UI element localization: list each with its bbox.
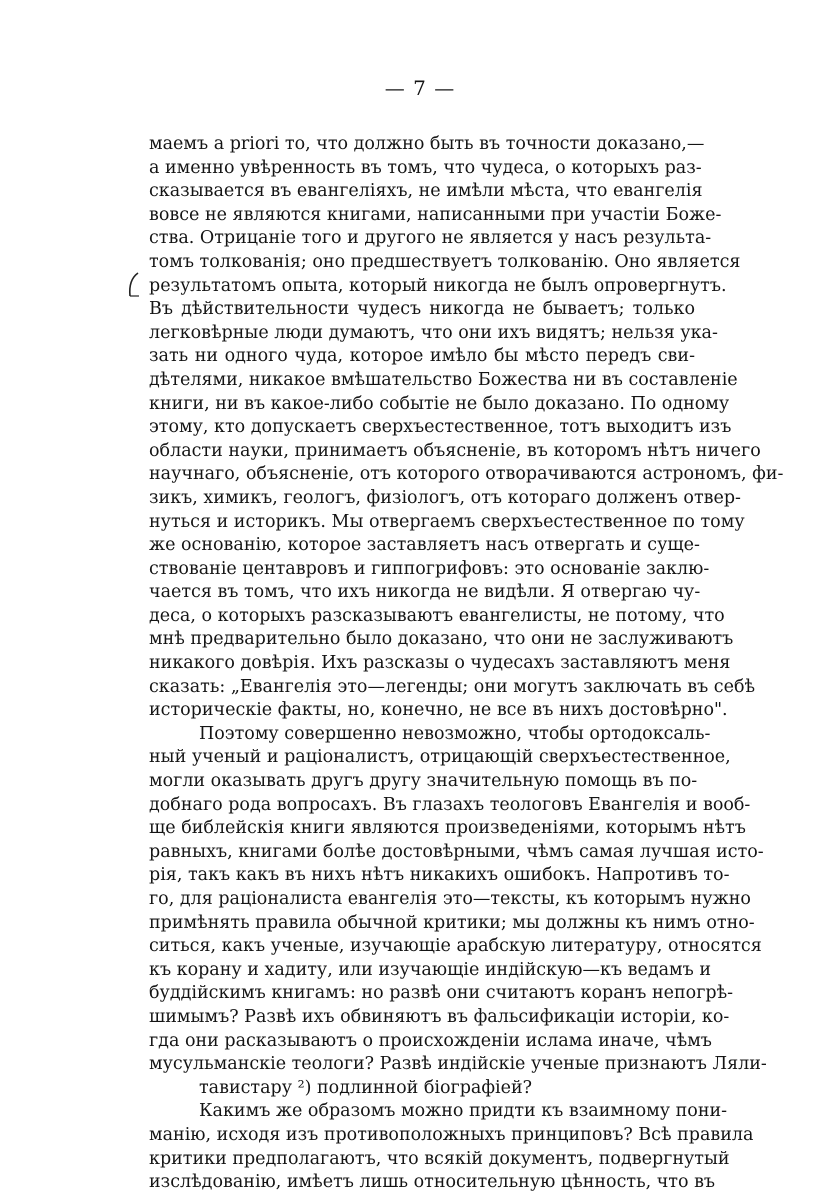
text-line: къ корану и хадиту, или изучающіе индійскую—къ ведамъ и [149, 959, 712, 980]
text-line: легковѣрные люди думаютъ, что они ихъ видятъ; нельзя ука- [149, 322, 718, 343]
text-line: никакого довѣрія. Ихъ разсказы о чудесахъ заставляютъ меня [149, 653, 731, 674]
text-line: чается въ томъ, что ихъ никогда не видѣли. Я отвергаю чу- [149, 582, 701, 603]
text-line: научнаго, объясненіе, отъ которого отворачиваются астрономъ, фи- [149, 464, 784, 485]
text-line: ства. Отрицаніе того и другого не является у насъ результа- [149, 228, 712, 249]
text-line: шимымъ? Развѣ ихъ обвиняютъ въ фальсификаціи исторіи, ко- [149, 1006, 730, 1027]
text-line: маемъ a priori то, что должно быть въ точности доказано,— [149, 134, 705, 154]
text-line: могли оказывать другъ другу значительную помощь въ по- [149, 771, 698, 792]
text-line: деса, о которыхъ разсказываютъ евангелисты, не потому, что [149, 605, 725, 626]
text-line: а именно увѣренность въ томъ, что чудеса, о которыхъ раз- [149, 157, 702, 178]
text-line: буддійскимъ книгамъ: но развѣ они считаютъ коранъ непогрѣ- [149, 983, 734, 1004]
text-line: сказать: „Евангелія это—легенды; они могутъ заключать въ себѣ [149, 676, 756, 697]
text-line: мнѣ предварительно было доказано, что они не заслуживаютъ [149, 629, 734, 650]
text-line: мусульманскіе теологи? Развѣ индійскіе ученые признаютъ Ляли- [149, 1054, 767, 1075]
text-line: дѣтелями, никакое вмѣшательство Божества ни въ составленіе [149, 369, 738, 390]
text-line: результатомъ опыта, который никогда не былъ опровергнутъ. [149, 275, 727, 296]
text-line: критики предполагаютъ, что всякій документъ, подвергнутый [149, 1148, 730, 1169]
paragraph [149, 133, 784, 723]
text-line: книги, ни въ какое-либо событіе не было доказано. По одному [149, 393, 730, 414]
text-line: примѣнять правила обычной критики; мы должны къ нимъ отно- [149, 912, 755, 933]
text-line: же основанію, которое заставляетъ насъ отвергать и суще- [149, 535, 700, 556]
text-line: ный ученый и раціоналистъ, отрицающій сверхъестественное, [149, 747, 731, 768]
margin-bracket-mark [127, 272, 141, 298]
text-line: зать ни одного чуда, которое имѣло бы мѣсто передъ сви- [149, 346, 695, 367]
text-line: Поэтому совершенно невозможно, чтобы ортодоксаль- [199, 723, 711, 744]
paragraph [149, 1100, 754, 1194]
text-line: рія, такъ какъ въ нихъ нѣтъ никакихъ ошибокъ. Напротивъ то- [149, 865, 730, 886]
page-number: — 7 — [384, 76, 456, 100]
text-line: изслѣдованію, имѣетъ лишь относительную цѣнность, что въ [149, 1172, 716, 1193]
text-line: гда они расказываютъ о происхожденіи ислама иначе, чѣмъ [149, 1030, 712, 1051]
text-line: ще библейскія книги являются произведеніями, которымъ нѣтъ [149, 818, 746, 839]
text-line: равныхъ, книгами болѣе достовѣрными, чѣмъ самая лучшая исто- [149, 841, 764, 862]
text-line: историческіе факты, но, конечно, не все въ нихъ достовѣрно". [149, 700, 728, 721]
text-line: ствованіе центавровъ и гиппогрифовъ: это основаніе заклю- [149, 558, 710, 579]
text-line: Какимъ же образомъ можно придти къ взаимному пони- [199, 1101, 728, 1122]
text-line: добнаго рода вопросахъ. Въ глазахъ теологовъ Евангелія и вооб- [149, 794, 751, 815]
text-line: ситься, какъ ученые, изучающіе арабскую литературу, относятся [149, 936, 762, 957]
text-line: нуться и историкъ. Мы отвергаемъ сверхъестественное по тому [149, 511, 745, 532]
text-line: сказывается въ евангеліяхъ, не имѣли мѣста, что евангелія [149, 181, 703, 202]
text-line: го, для раціоналиста евангелія это—тексты, къ которымъ нужно [149, 889, 751, 909]
text-line: зикъ, химикъ, геологъ, физіологъ, отъ котораго долженъ отвер- [149, 487, 741, 508]
text-line: манію, исходя изъ противоположныхъ принциповъ? Всѣ правила [149, 1124, 754, 1145]
body-text [149, 133, 784, 1195]
text-line: этому, кто допускаетъ сверхъестественное, тотъ выходитъ изъ [149, 417, 732, 438]
paragraph [149, 723, 767, 1101]
text-line: области науки, принимаетъ объясненіе, въ которомъ нѣтъ ничего [149, 440, 761, 461]
text-line: Въ дѣйствительности чудесъ никогда не бываетъ; только [149, 299, 695, 320]
text-line: вовсе не являются книгами, написанными при участіи Боже- [149, 204, 722, 225]
text-line: тавистару ²) подлинной біографіей? [199, 1077, 533, 1098]
text-line: томъ толкованія; оно предшествуетъ толкованію. Оно является [149, 251, 741, 272]
